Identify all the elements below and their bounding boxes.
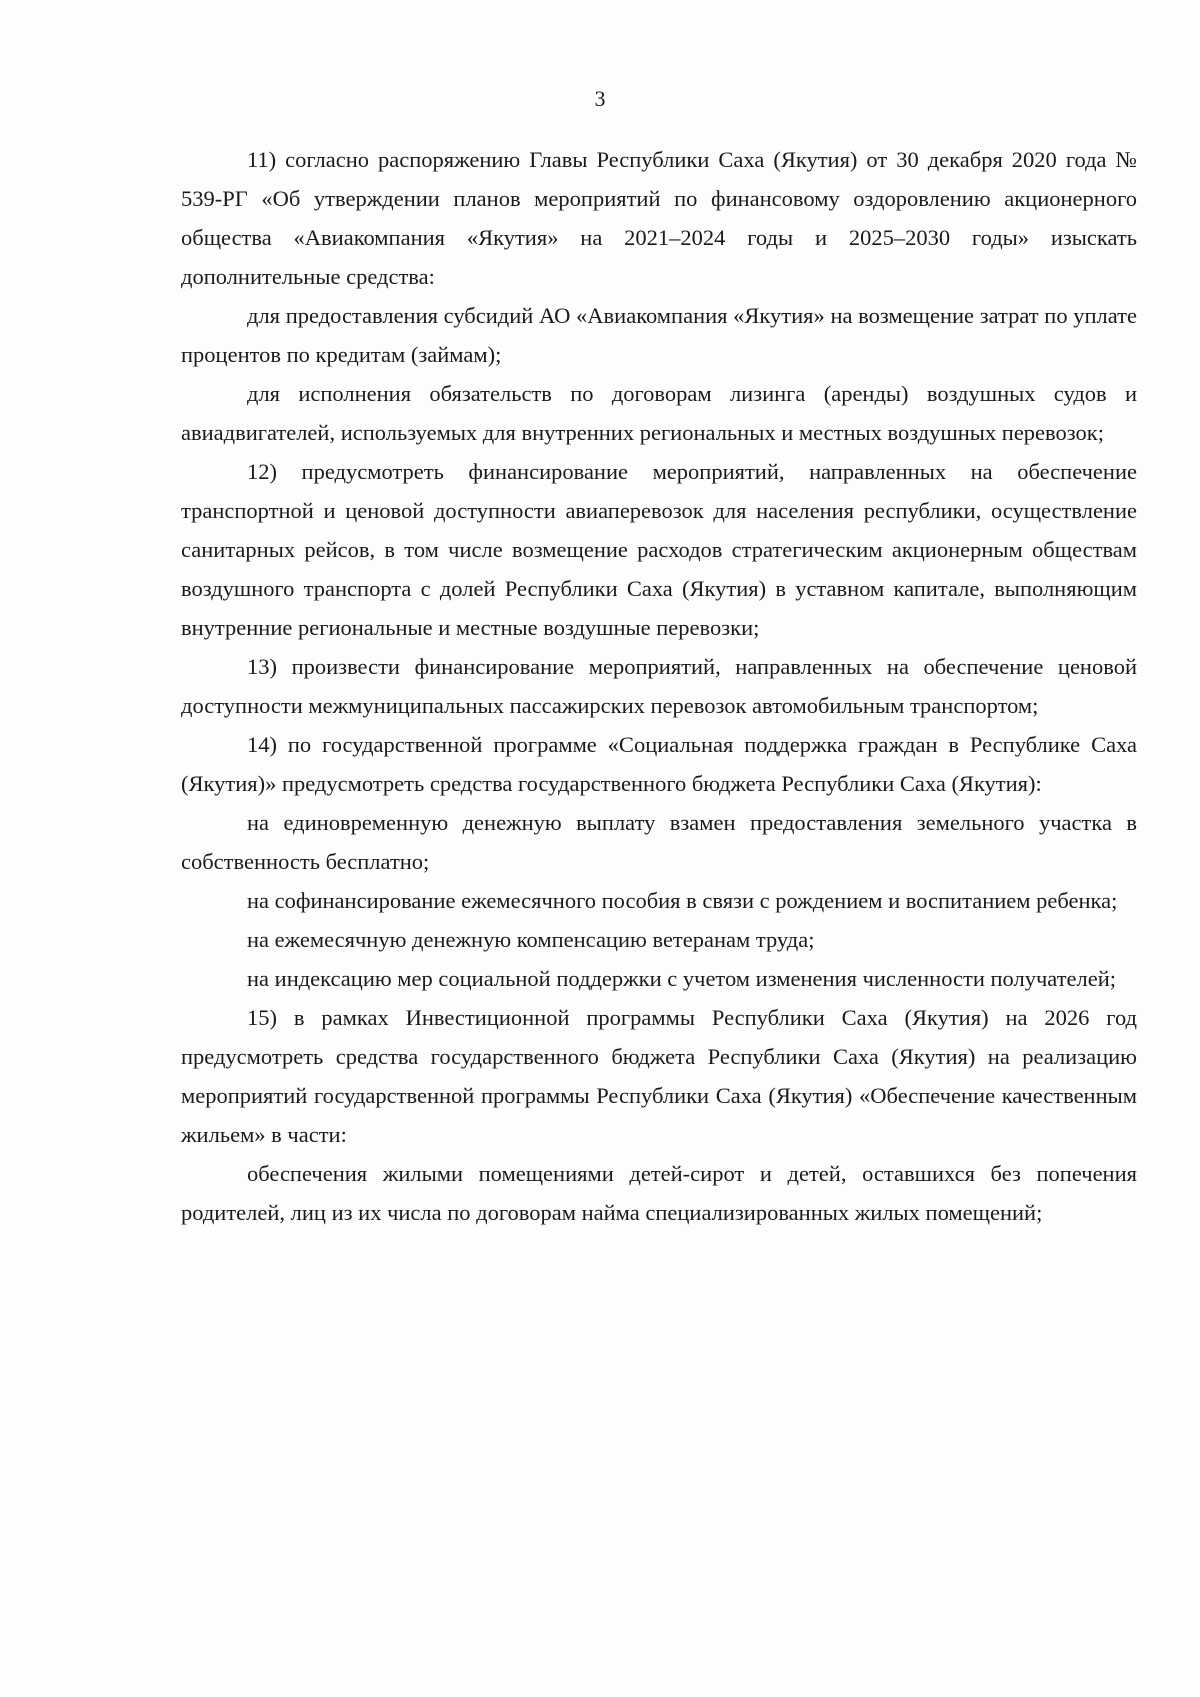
paragraph-item-15: 15) в рамках Инвестиционной программы Республики Саха (Якутия) на 2026 год предусмотреть средства государственного бюджета Республики Саха (Якутия) на реализацию мероприятий государственной программы Республики Саха (Якутия) «Обеспечение качественным жильем» в части:: [181, 1005, 1137, 1147]
document-body: [181, 140, 1137, 1232]
paragraph-child-allowance: на софинансирование ежемесячного пособия в связи с рождением и воспитанием ребенка;: [247, 888, 1118, 913]
paragraph-item-12: 12) предусмотреть финансирование мероприятий, направленных на обеспечение транспортной и ценовой доступности авиаперевозок для населения республики, осуществление санитарных рейсов, в том числе возмещение расходов стратегическим акционерным обществам воздушного транспорта с долей Республики Саха (Якутия) в уставном капитале, выполняющим внутренние региональные и местные воздушные перевозки;: [181, 459, 1137, 640]
paragraph-leasing: для исполнения обязательств по договорам лизинга (аренды) воздушных судов и авиадвигателей, используемых для внутренних региональных и местных воздушных перевозок;: [181, 381, 1137, 445]
paragraph-orphans-housing: обеспечения жилыми помещениями детей-сирот и детей, оставшихся без попечения родителей, лиц из их числа по договорам найма специализированных жилых помещений;: [181, 1161, 1137, 1225]
page-number: 3: [594, 86, 606, 111]
paragraph-land-payment: на единовременную денежную выплату взамен предоставления земельного участка в собственность бесплатно;: [181, 810, 1137, 874]
paragraph-indexation: на индексацию мер социальной поддержки с учетом изменения численности получателей;: [247, 966, 1117, 991]
paragraph-item-11: 11) согласно распоряжению Главы Республики Саха (Якутия) от 30 декабря 2020 года № 539-РГ «Об утверждении планов мероприятий по финансовому оздоровлению акционерного общества «Авиакомпания «Якутия» на 2021–2024 годы и 2025–2030 годы» изыскать дополнительные средства:: [181, 147, 1137, 289]
paragraph-item-14: 14) по государственной программе «Социальная поддержка граждан в Республике Саха (Якутия)» предусмотреть средства государственного бюджета Республики Саха (Якутия):: [181, 732, 1137, 796]
paragraph-veterans-compensation: на ежемесячную денежную компенсацию ветеранам труда;: [247, 927, 815, 952]
paragraph-item-13: 13) произвести финансирование мероприятий, направленных на обеспечение ценовой доступности межмуниципальных пассажирских перевозок автомобильным транспортом;: [181, 654, 1137, 718]
paragraph-subsidies: для предоставления субсидий АО «Авиакомпания «Якутия» на возмещение затрат по уплате процентов по кредитам (займам);: [181, 303, 1137, 367]
